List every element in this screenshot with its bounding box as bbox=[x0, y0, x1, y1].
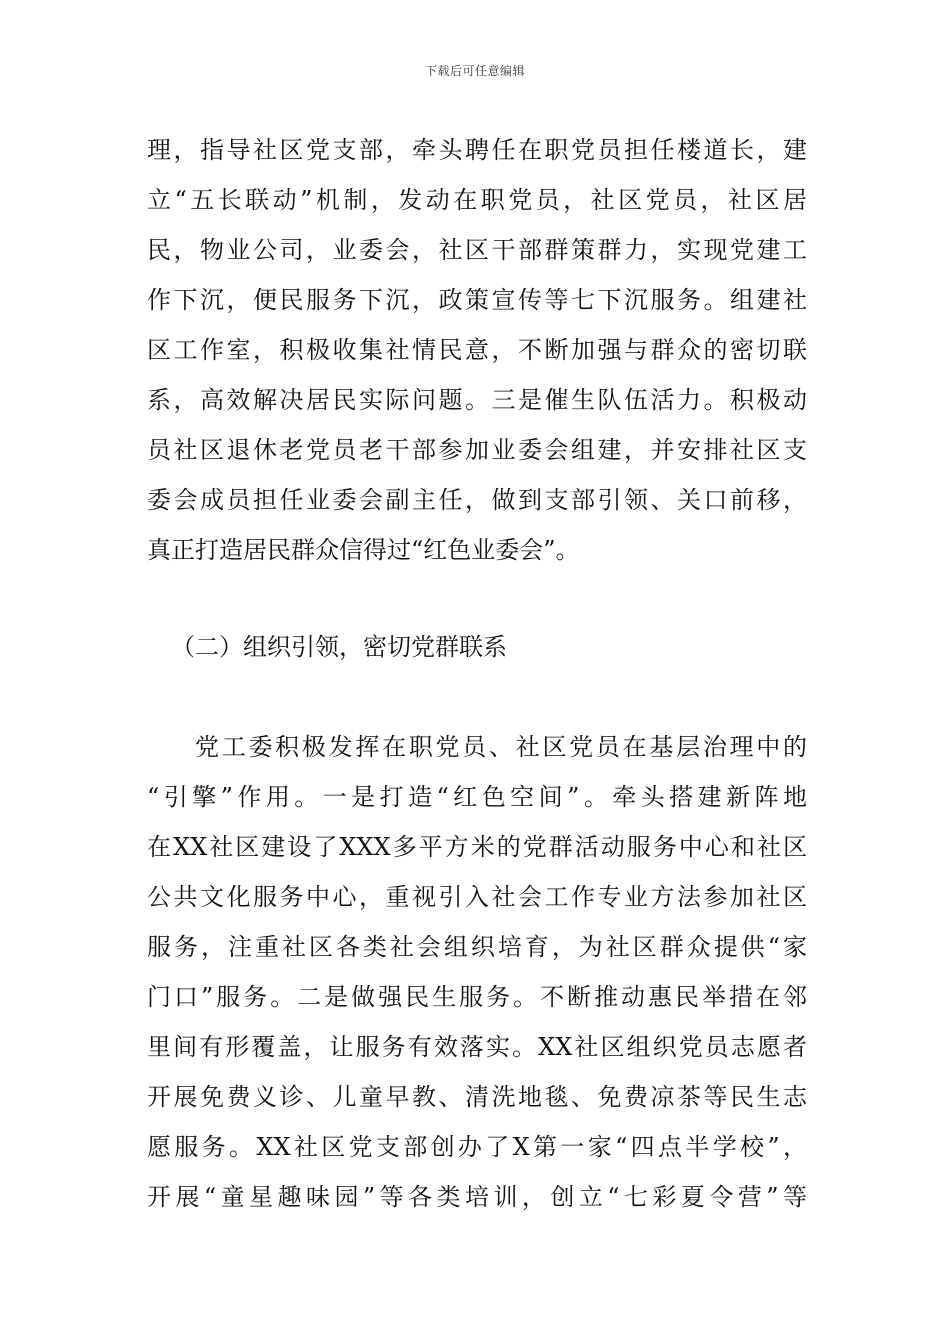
paragraph-2-line: 里间有形覆盖，让服务有效落实。XX社区组织党员志愿者 bbox=[147, 1033, 807, 1061]
paragraph-1-line: 民，物业公司，业委会，社区干部群策群力，实现党建工 bbox=[147, 236, 807, 264]
paragraph-2-line: 在XX社区建设了XXX多平方米的党群活动服务中心和社区 bbox=[147, 833, 807, 861]
paragraph-1-line: 委会成员担任业委会副主任，做到支部引领、关口前移， bbox=[147, 486, 807, 514]
section-heading: （二）组织引领，密切党群联系 bbox=[171, 633, 507, 661]
paragraph-1-line: 区工作室，积极收集社情民意，不断加强与群众的密切联 bbox=[147, 336, 807, 364]
paragraph-2-line: 党工委积极发挥在职党员、社区党员在基层治理中的 bbox=[195, 733, 807, 761]
paragraph-2-line: 公共文化服务中心，重视引入社会工作专业方法参加社区 bbox=[147, 883, 807, 911]
paragraph-2-line: 服务，注重社区各类社会组织培育，为社区群众提供“家 bbox=[147, 933, 807, 961]
paragraph-1-line: 理，指导社区党支部，牵头聘任在职党员担任楼道长，建 bbox=[147, 136, 807, 164]
paragraph-1-line: 立“五长联动”机制，发动在职党员，社区党员，社区居 bbox=[147, 186, 807, 214]
paragraph-1-line: 系，高效解决居民实际问题。三是催生队伍活力。积极动 bbox=[147, 386, 807, 414]
paragraph-1-line: 员社区退休老党员老干部参加业委会组建，并安排社区支 bbox=[147, 436, 807, 464]
paragraph-2-line: “引擎”作用。一是打造“红色空间”。牵头搭建新阵地 bbox=[147, 783, 807, 811]
paragraph-2-line: 开展免费义诊、儿童早教、清洗地毯、免费凉茶等民生志 bbox=[147, 1083, 807, 1111]
paragraph-2-line: 门口”服务。二是做强民生服务。不断推动惠民举措在邻 bbox=[147, 983, 807, 1011]
paragraph-2-line: 愿服务。XX社区党支部创办了X第一家“四点半学校”， bbox=[147, 1133, 807, 1161]
paragraph-2-line: 开展“童星趣味园”等各类培训，创立“七彩夏令营”等 bbox=[147, 1183, 807, 1211]
paragraph-1-line: 作下沉，便民服务下沉，政策宣传等七下沉服务。组建社 bbox=[147, 286, 807, 314]
page-header: 下载后可任意编辑 bbox=[424, 64, 525, 78]
paragraph-1-line: 真正打造居民群众信得过“红色业委会”。 bbox=[147, 536, 580, 564]
